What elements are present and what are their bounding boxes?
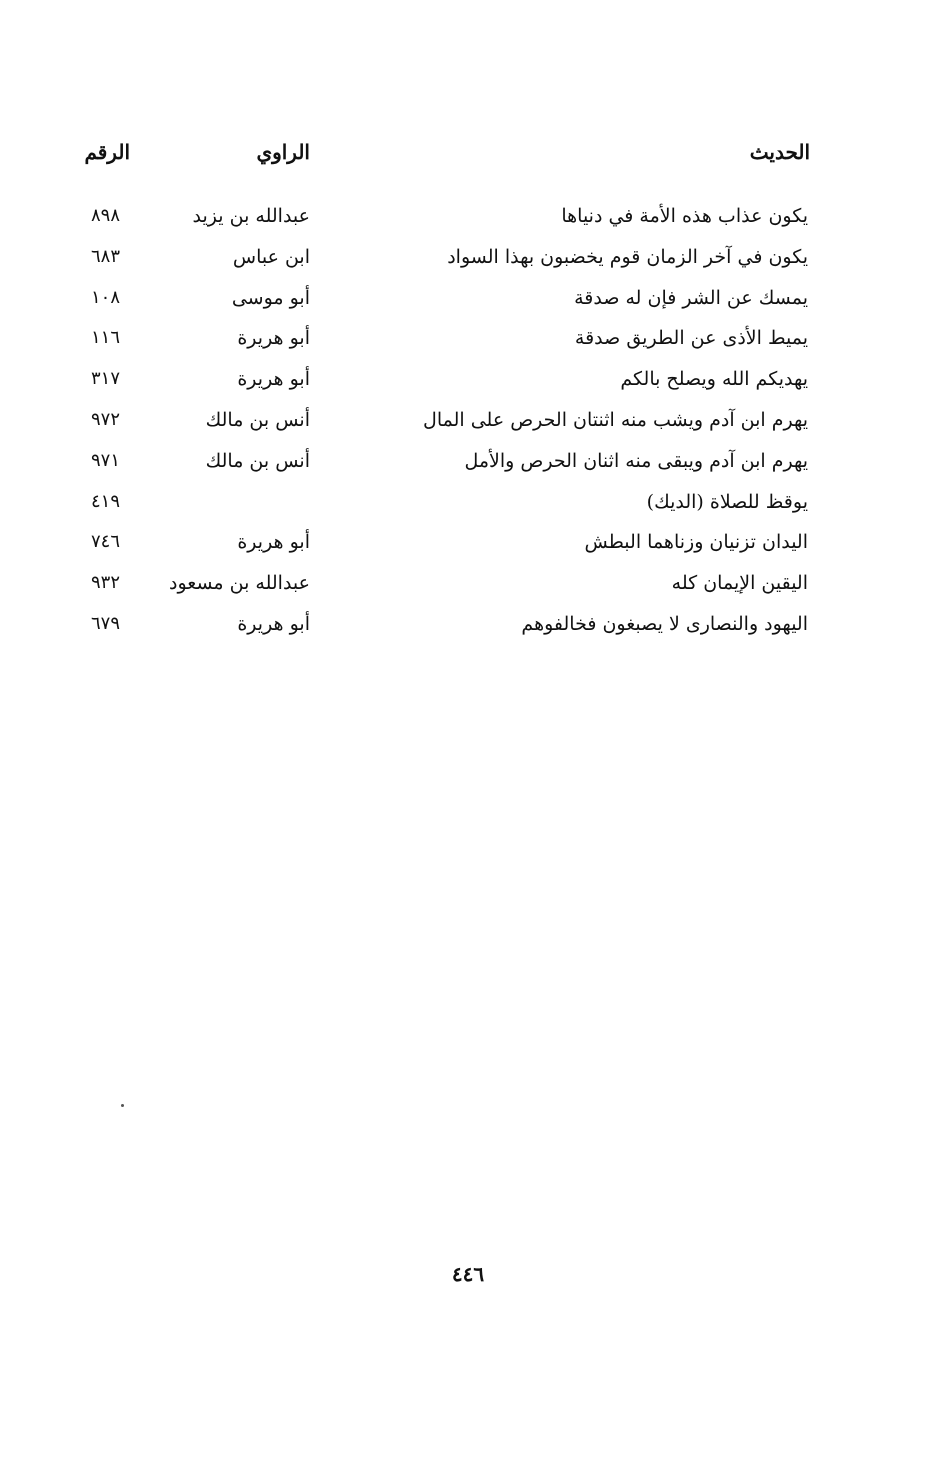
header-hadith: الحديث: [749, 140, 810, 164]
table-row: [78, 400, 810, 441]
narrator-name: عبدالله بن مسعود: [169, 572, 310, 595]
hadith-number: ٦٨٣: [90, 245, 120, 267]
narrator-name: أبو هريرة: [237, 368, 310, 391]
hadith-number: ٦٧٩: [90, 612, 120, 634]
header-number: الرقم: [84, 140, 130, 164]
scan-speck: [121, 1104, 124, 1107]
hadith-text: يميط الأذى عن الطريق صدقة: [574, 327, 808, 350]
hadith-text: يهديكم الله ويصلح بالكم: [620, 368, 808, 391]
narrator-name: أبو هريرة: [237, 327, 310, 350]
table-row: [78, 196, 810, 237]
hadith-number: ١١٦: [90, 327, 120, 349]
table-row: [78, 441, 810, 482]
hadith-text: يكون في آخر الزمان قوم يخضبون بهذا السواد: [447, 245, 808, 268]
hadith-number: ١٠٨: [90, 286, 120, 308]
hadith-text: اليقين الإيمان كله: [671, 572, 808, 595]
hadith-text: يمسك عن الشر فإن له صدقة: [574, 286, 808, 309]
table-row: [78, 563, 810, 604]
hadith-number: ٤١٩: [90, 490, 120, 512]
header-narrator: الراوي: [256, 140, 310, 164]
hadith-text: اليهود والنصارى لا يصبغون فخالفوهم: [521, 612, 808, 635]
hadith-number: ٩٣٢: [90, 572, 120, 594]
table-row: [78, 237, 810, 278]
hadith-number: ٩٧٢: [90, 408, 120, 430]
hadith-number: ٧٤٦: [90, 531, 120, 553]
table-row: [78, 604, 810, 645]
narrator-name: ابن عباس: [232, 245, 310, 268]
narrator-name: أنس بن مالك: [205, 449, 310, 472]
table-row: [78, 278, 810, 319]
hadith-text: يكون عذاب هذه الأمة في دنياها: [561, 205, 808, 227]
page-number: ٤٤٦: [451, 1262, 485, 1286]
hadith-number: ٣١٧: [90, 368, 120, 390]
narrator-name: أنس بن مالك: [205, 408, 310, 431]
hadith-text: يهرم ابن آدم ويشب منه اثنتان الحرص على المال: [423, 408, 808, 431]
hadith-number: ٨٩٨: [90, 205, 120, 226]
table-header: [78, 140, 810, 174]
narrator-name: عبدالله بن يزيد: [192, 205, 310, 227]
hadith-text: اليدان تزنيان وزناهما البطش: [584, 531, 808, 554]
hadith-number: ٩٧١: [90, 449, 120, 471]
hadith-text: يوقظ للصلاة (الديك): [646, 490, 808, 513]
narrator-name: أبو هريرة: [237, 531, 310, 554]
hadith-table: [78, 196, 810, 645]
table-row: [78, 482, 810, 523]
table-row: [78, 359, 810, 400]
narrator-name: أبو موسى: [231, 286, 310, 309]
narrator-name: أبو هريرة: [237, 612, 310, 635]
table-row: [78, 318, 810, 359]
table-row: [78, 522, 810, 563]
hadith-text: يهرم ابن آدم ويبقى منه اثنان الحرص والأمل: [464, 449, 808, 472]
